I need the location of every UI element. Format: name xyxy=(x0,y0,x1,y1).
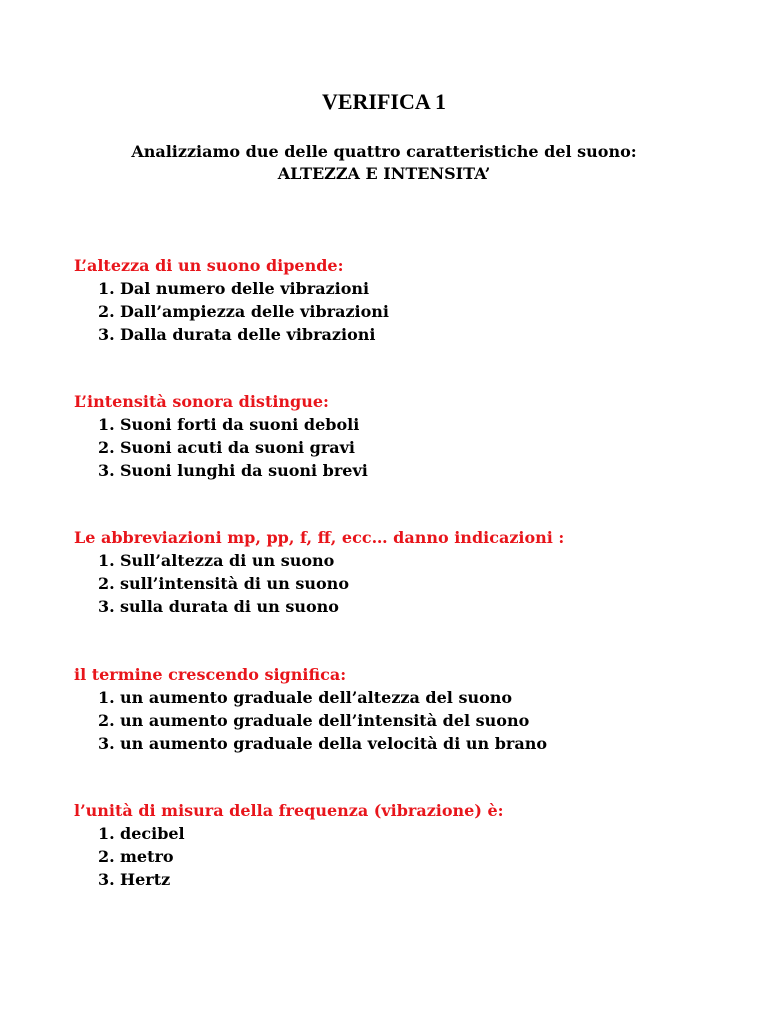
question-5 xyxy=(74,799,734,891)
question-text: l’unità di misura della frequenza (vibrazione) è: xyxy=(74,801,504,820)
answer-option xyxy=(98,413,734,436)
answer-options xyxy=(74,549,734,618)
option-number: 3. xyxy=(98,461,115,480)
option-number: 3. xyxy=(98,870,115,889)
answer-options xyxy=(74,822,734,891)
question-1 xyxy=(74,254,734,346)
answer-option xyxy=(98,686,734,709)
question-text: il termine crescendo significa: xyxy=(74,665,347,684)
option-text: un aumento graduale dell’intensità del suono xyxy=(120,711,530,730)
option-text: Dalla durata delle vibrazioni xyxy=(120,325,376,344)
answer-option xyxy=(98,822,734,845)
question-4 xyxy=(74,663,734,755)
option-text: Suoni lunghi da suoni brevi xyxy=(120,461,368,480)
option-number: 2. xyxy=(98,574,115,593)
option-number: 2. xyxy=(98,711,115,730)
option-number: 2. xyxy=(98,847,115,866)
option-number: 2. xyxy=(98,302,115,321)
option-text: Dal numero delle vibrazioni xyxy=(120,279,370,298)
answer-options xyxy=(74,413,734,482)
answer-option xyxy=(98,549,734,572)
answer-option xyxy=(98,436,734,459)
option-text: Sull’altezza di un suono xyxy=(120,551,335,570)
option-text: sulla durata di un suono xyxy=(120,597,339,616)
option-text: Hertz xyxy=(120,870,171,889)
option-number: 1. xyxy=(98,824,115,843)
option-number: 1. xyxy=(98,415,115,434)
subtitle-line-1: Analizziamo due delle quattro caratteristiche del suono: xyxy=(131,142,637,161)
document-subtitle xyxy=(0,141,768,185)
answer-option xyxy=(98,868,734,891)
question-text: Le abbreviazioni mp, pp, f, ff, ecc… danno indicazioni : xyxy=(74,528,565,547)
answer-option xyxy=(98,277,734,300)
answer-option xyxy=(98,732,734,755)
answer-option xyxy=(98,323,734,346)
option-text: Suoni acuti da suoni gravi xyxy=(120,438,355,457)
option-text: Dall’ampiezza delle vibrazioni xyxy=(120,302,389,321)
option-text: Suoni forti da suoni deboli xyxy=(120,415,360,434)
answer-options xyxy=(74,277,734,346)
answer-options xyxy=(74,686,734,755)
answer-option xyxy=(98,459,734,482)
option-text: un aumento graduale dell’altezza del suono xyxy=(120,688,513,707)
option-number: 1. xyxy=(98,688,115,707)
question-2 xyxy=(74,390,734,482)
option-number: 2. xyxy=(98,438,115,457)
document-title: VERIFICA 1 xyxy=(321,89,447,114)
option-number: 3. xyxy=(98,597,115,616)
option-text: un aumento graduale della velocità di un brano xyxy=(120,734,548,753)
question-text: L’intensità sonora distingue: xyxy=(74,392,329,411)
option-text: metro xyxy=(120,847,174,866)
subtitle-line-2: ALTEZZA E INTENSITA’ xyxy=(277,164,491,183)
option-number: 1. xyxy=(98,551,115,570)
answer-option xyxy=(98,572,734,595)
option-text: decibel xyxy=(120,824,185,843)
option-number: 3. xyxy=(98,325,115,344)
option-number: 3. xyxy=(98,734,115,753)
question-3 xyxy=(74,526,734,618)
answer-option xyxy=(98,709,734,732)
option-text: sull’intensità di un suono xyxy=(120,574,349,593)
answer-option xyxy=(98,845,734,868)
answer-option xyxy=(98,300,734,323)
question-text: L’altezza di un suono dipende: xyxy=(74,256,344,275)
option-number: 1. xyxy=(98,279,115,298)
answer-option xyxy=(98,595,734,618)
